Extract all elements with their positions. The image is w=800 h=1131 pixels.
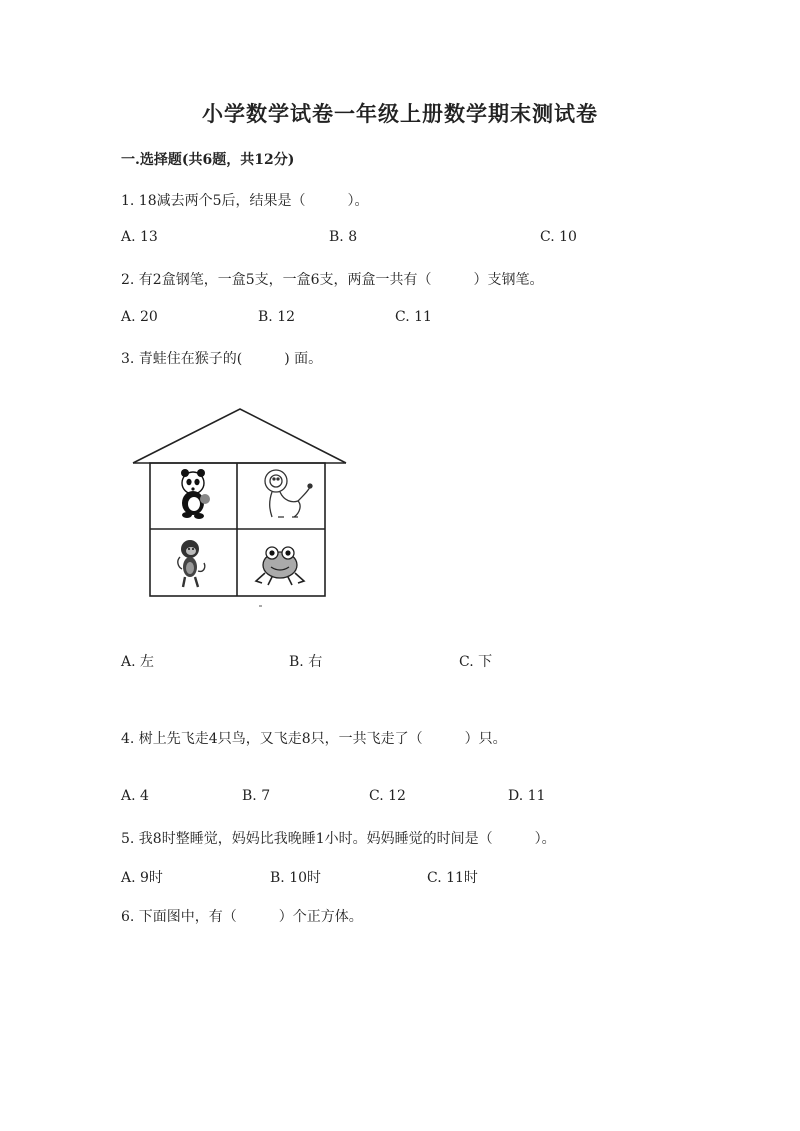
q2-option-b: B. 12: [258, 309, 296, 325]
question-2: 2. 有2盒钢笔，一盒5支，一盒6支，两盒一共有（ ）支钢笔。: [121, 272, 544, 288]
question-6: 6. 下面图中，有（ ）个正方体。: [121, 909, 363, 925]
page-title: 小学数学试卷一年级上册数学期末测试卷: [202, 101, 598, 126]
house-roof: [133, 409, 346, 463]
q3-option-b: B. 右: [289, 654, 323, 670]
panda-icon: [181, 469, 210, 519]
q4-option-d: D. 11: [508, 788, 546, 804]
q1-option-c: C. 10: [540, 229, 577, 245]
q2-option-a: A. 20: [121, 309, 158, 325]
q4-option-c: C. 12: [369, 788, 406, 804]
question-4: 4. 树上先飞走4只鸟，又飞走8只，一共飞走了（ ）只。: [121, 731, 507, 747]
q5-option-b: B. 10时: [270, 870, 322, 886]
q3-option-a: A. 左: [121, 654, 155, 670]
monkey-icon: [178, 540, 205, 587]
lion-icon: [265, 470, 312, 517]
q4-option-a: A. 4: [121, 788, 149, 804]
q1-option-b: B. 8: [329, 229, 358, 245]
question-3: 3. 青蛙住在猴子的( ) 面。: [121, 351, 323, 367]
q2-option-c: C. 11: [395, 309, 432, 325]
frog-icon: [256, 547, 304, 585]
q1-option-a: A. 13: [121, 229, 158, 245]
section-heading: 一.选择题(共6题，共12分): [121, 152, 295, 168]
q3-option-c: C. 下: [459, 654, 493, 670]
q5-option-c: C. 11时: [427, 870, 478, 886]
house-figure: [130, 405, 350, 610]
q4-option-b: B. 7: [242, 788, 271, 804]
question-1: 1. 18减去两个5后，结果是（ ）。: [121, 193, 369, 209]
q5-option-a: A. 9时: [121, 870, 163, 886]
question-5: 5. 我8时整睡觉，妈妈比我晚睡1小时。妈妈睡觉的时间是（ ）。: [121, 831, 556, 847]
